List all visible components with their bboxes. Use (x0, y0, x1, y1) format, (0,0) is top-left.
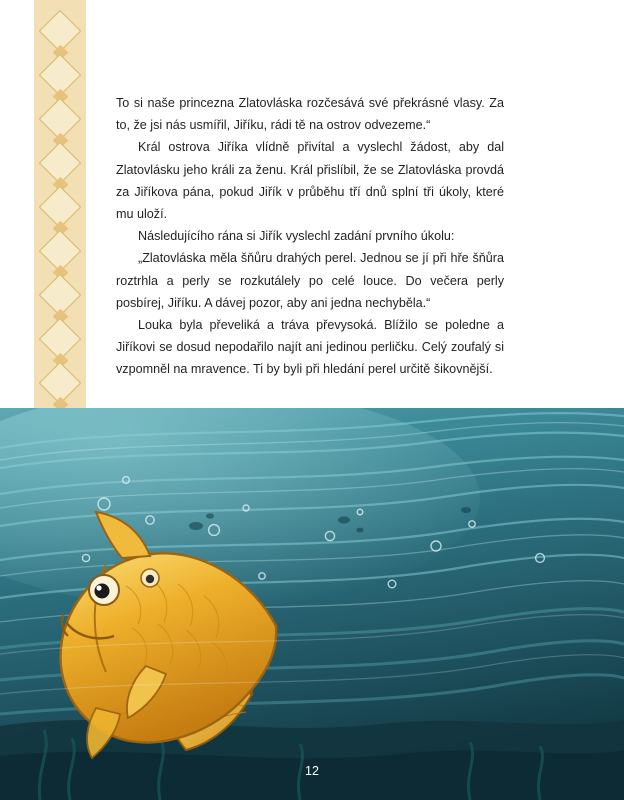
paragraph: Louka byla převeliká a tráva převysoká. Blížilo se poledne a Jiříkovi se dosud nepodařilo najít ani jedinou perličku. Celý zoufalý si vzpomněl na mravence. Ti by byli při hledání perel určitě šikovnější. (116, 318, 504, 377)
paragraph: Král ostrova Jiříka vlídně přivítal a vyslechl žádost, aby dal Zlatovlásku jeho králi za ženu. Král přislíbil, že se Zlatovláska provdá za Jiříkova pána, pokud Jiřík v průběhu tří dnů splní tři úkoly, které mu uloží. (116, 140, 504, 222)
goldfish-illustration (0, 408, 624, 800)
page-number: 12 (305, 764, 319, 778)
goldfish-illustration-svg (0, 408, 624, 800)
paragraph: Následujícího rána si Jiřík vyslechl zadání prvního úkolu: (138, 229, 455, 244)
paragraph: „Zlatovláska měla šňůru drahých perel. Jednou se jí při hře šňůra roztrhla a perly se rozkutálely po celé louce. Do večera perly posbírej, Jiříku. A dávej pozor, aby ani jedna nechyběla.“ (116, 251, 504, 310)
paragraph: To si naše princezna Zlatovláska rozčesává své překrásné vlasy. Za to, že jsi nás usmířil, Jiříku, rádi tě na ostrov odvezeme.“ (116, 96, 504, 133)
story-text-column (116, 92, 504, 381)
